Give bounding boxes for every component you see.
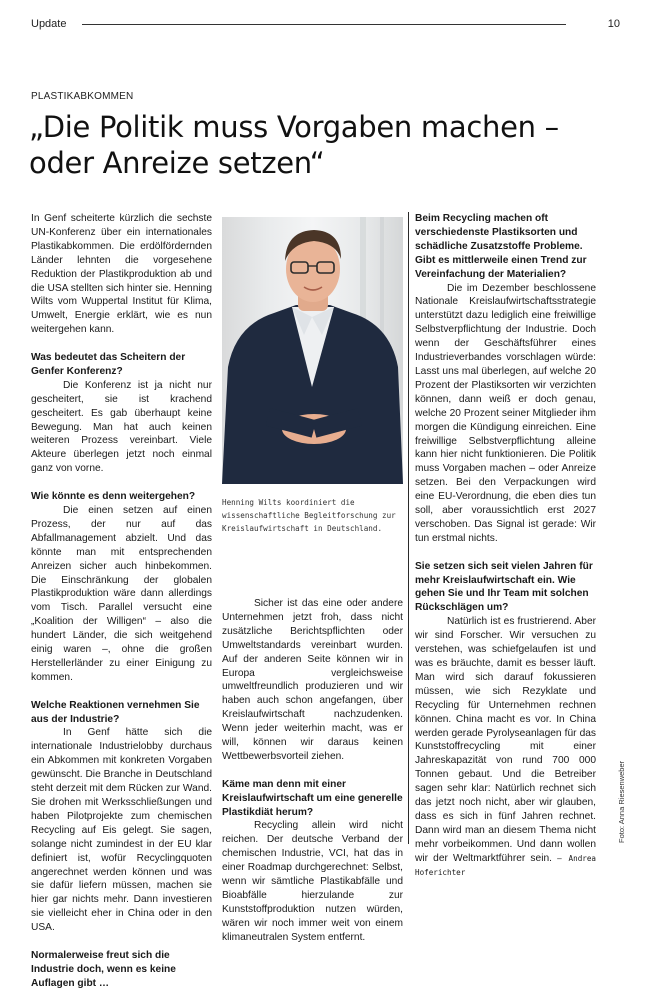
question-2: Wie könnte es denn weitergehen?	[31, 491, 196, 503]
answer-6: Die im Dezember beschlossene Nationale Kreislaufwirtschaftsstrategie unterstützt dazu lediglich eine freiwillige Selbstverpflichtung der Industrie. Doch wenn der Geschäftsführer eines Industrieverbandes vorschlagen würde: Lasst uns mal überlegen, auf welche 20 Prozent der Plastiksorten wir verzichten können, dann weiß er doch genau, welche 20 Prozent seiner Mitglieder ihm morgen die Kündigung einreichen. Eine freiwillige Selbstverpflichtung alleine kann hier nicht funktionieren. Die Politik muss Vorgaben machen – oder Anreize setzen. Bei den Verpackungen wird eine EU-Verordnung, die eben dies tun soll, aber voraussichtlich erst 2027 verschoben. Das Signal ist gerade: Wir tun erstmal nichts.	[415, 282, 596, 544]
intro-paragraph: In Genf scheiterte kürzlich die sechste UN-Konferenz über ein internationales Plastikabkommen. Die erdölfördernden Länder lehnten die vorgesehene Reduktion der Plastikproduktion ab und die USA stellten sich hinter sie. Henning Wilts vom Wuppertal Institut für Klima, Umwelt, Energie erklärt, wie es nun weitergehen kann.	[31, 213, 212, 336]
article-column-3	[415, 212, 596, 879]
answer-3: In Genf hätte sich die internationale Industrielobby durchaus ein Abkommen mit konkreten Vorgaben gewünscht. Die Branche in Deutschland steht derzeit mit dem Rücken zur Wand. Sie drohen mit Werksschließungen und haben Pilotprojekte zum chemischen Recycling auf Eis gelegt. Sie sagen, solange nicht zumindest in der EU klar definiert ist, wofür Recyclingquoten angerechnet werden können und was sie dafür liefern müssen, machen sie hier gar nichts mehr. Dann investieren sie vielleicht eher in China oder in den USA.	[31, 727, 212, 934]
answer-4: Sicher ist das eine oder andere Unternehmen jetzt froh, dass nicht zusätzliche Berichtspflichten oder Umweltstandards vereinbart wurden. Auf der anderen Seite können wir in Europa vergleichsweise umweltfreundlich produzieren und wir haben auch schon angefangen, über Kreislaufwirtschaft nachzudenken. Wenn jeder weiterhin macht, was er will, können wir daraus keinen Wettbewerbsvorteil ziehen.	[222, 598, 403, 762]
kicker: PLASTIKABKOMMEN	[31, 91, 134, 102]
answer-7-text: Natürlich ist es frustrierend. Aber wir sind Forscher. Wir versuchen zu verstehen, was schiefgelaufen ist und was es bräuchte, damit es besser läuft. Man wird sich darauf fokussieren müssen, wie sich Rezyklate und Recycling für Unternehmen rechnen können. China macht es vor. In China werden gerade Pyrolyseanlagen für das Kunststoffrecycling mit einer Jahreskapazität von rund 700 000 Tonnen gebaut. Und die Betreiber sagen sehr klar: Natürlich rechnet sich das jetzt noch nicht, aber wir glauben, dass es sich in fünf Jahren rechnet. Dann wird man an diesem Thema nicht mehr vorbeikommen. Und dann wollen wir der Weltmarktführer sein.	[415, 616, 596, 864]
section-label: Update	[31, 18, 67, 30]
answer-1: Die Konferenz ist ja nicht nur gescheitert, sie ist krachend gescheitert. Es gab überhaupt keine Bewegung. Man hat auch keinen weiteren Prozess vereinbart. Viele Akteure überlegen jetzt noch einmal ganz von vorne.	[31, 379, 212, 475]
portrait-illustration	[222, 217, 403, 484]
portrait-photo	[222, 217, 403, 484]
photo-credit: Foto: Anna Riesenweber	[617, 760, 626, 843]
question-6: Beim Recycling machen oft verschiedenste Plastiksorten und schädliche Zusatzstoffe Probleme. Gibt es mittlerweile einen Trend zur Vereinfachung der Materialien?	[415, 213, 587, 280]
question-1: Was bedeutet das Scheitern der Genfer Konferenz?	[31, 352, 186, 377]
photo-caption: Henning Wilts koordiniert die wissenschaftliche Begleitforschung zur Kreislaufwirtschaft in Deutschland.	[222, 498, 396, 533]
answer-2: Die einen setzen auf einen Prozess, der nur auf das Abfallmanagement abzielt. Und das könnte man mit entsprechenden Anreizen sicher auch hinbekommen. Die Einschränkung der globalen Plastikproduktion wäre dann allerdings vom Tisch. Parallel versucht eine „Koalition der Willigen“ – also die hundert Länder, die sich weitgehend einig waren –, ohne die großen Herstellerländer zu einer Einigung zu kommen.	[31, 505, 212, 683]
answer-7	[415, 615, 596, 879]
answer-5: Recycling allein wird nicht reichen. Der deutsche Verband der chemischen Industrie, VCI, hat das in einer Roadmap durchgerechnet: Selbst, wenn wir sämtliche Plastikabfälle und Bioabfälle hierzulande zur Kunststoffproduktion nutzen würden, wären wir noch immer weit von einem klimaneutralen System entfernt.	[222, 820, 403, 943]
question-7: Sie setzen sich seit vielen Jahren für mehr Kreislaufwirtschaft ein. Wie gehen Sie und Ihr Team mit solchen Rückschlägen um?	[415, 560, 593, 614]
article-column-2	[222, 597, 403, 945]
author-signature: – Andrea Hoferichter	[415, 853, 596, 877]
page-number: 10	[607, 18, 620, 30]
article-column-1	[31, 212, 212, 991]
question-3: Welche Reaktionen vernehmen Sie aus der Industrie?	[31, 699, 200, 725]
question-5: Käme man denn mit einer Kreislaufwirtschaft um eine generelle Plastikdiät herum?	[222, 778, 403, 818]
page-title: „Die Politik muss Vorgaben machen – oder Anreize setzen“	[29, 110, 559, 180]
header-divider	[82, 24, 566, 25]
question-4: Normalerweise freut sich die Industrie doch, wenn es keine Auflagen gibt …	[31, 949, 176, 989]
column-divider	[408, 212, 409, 844]
